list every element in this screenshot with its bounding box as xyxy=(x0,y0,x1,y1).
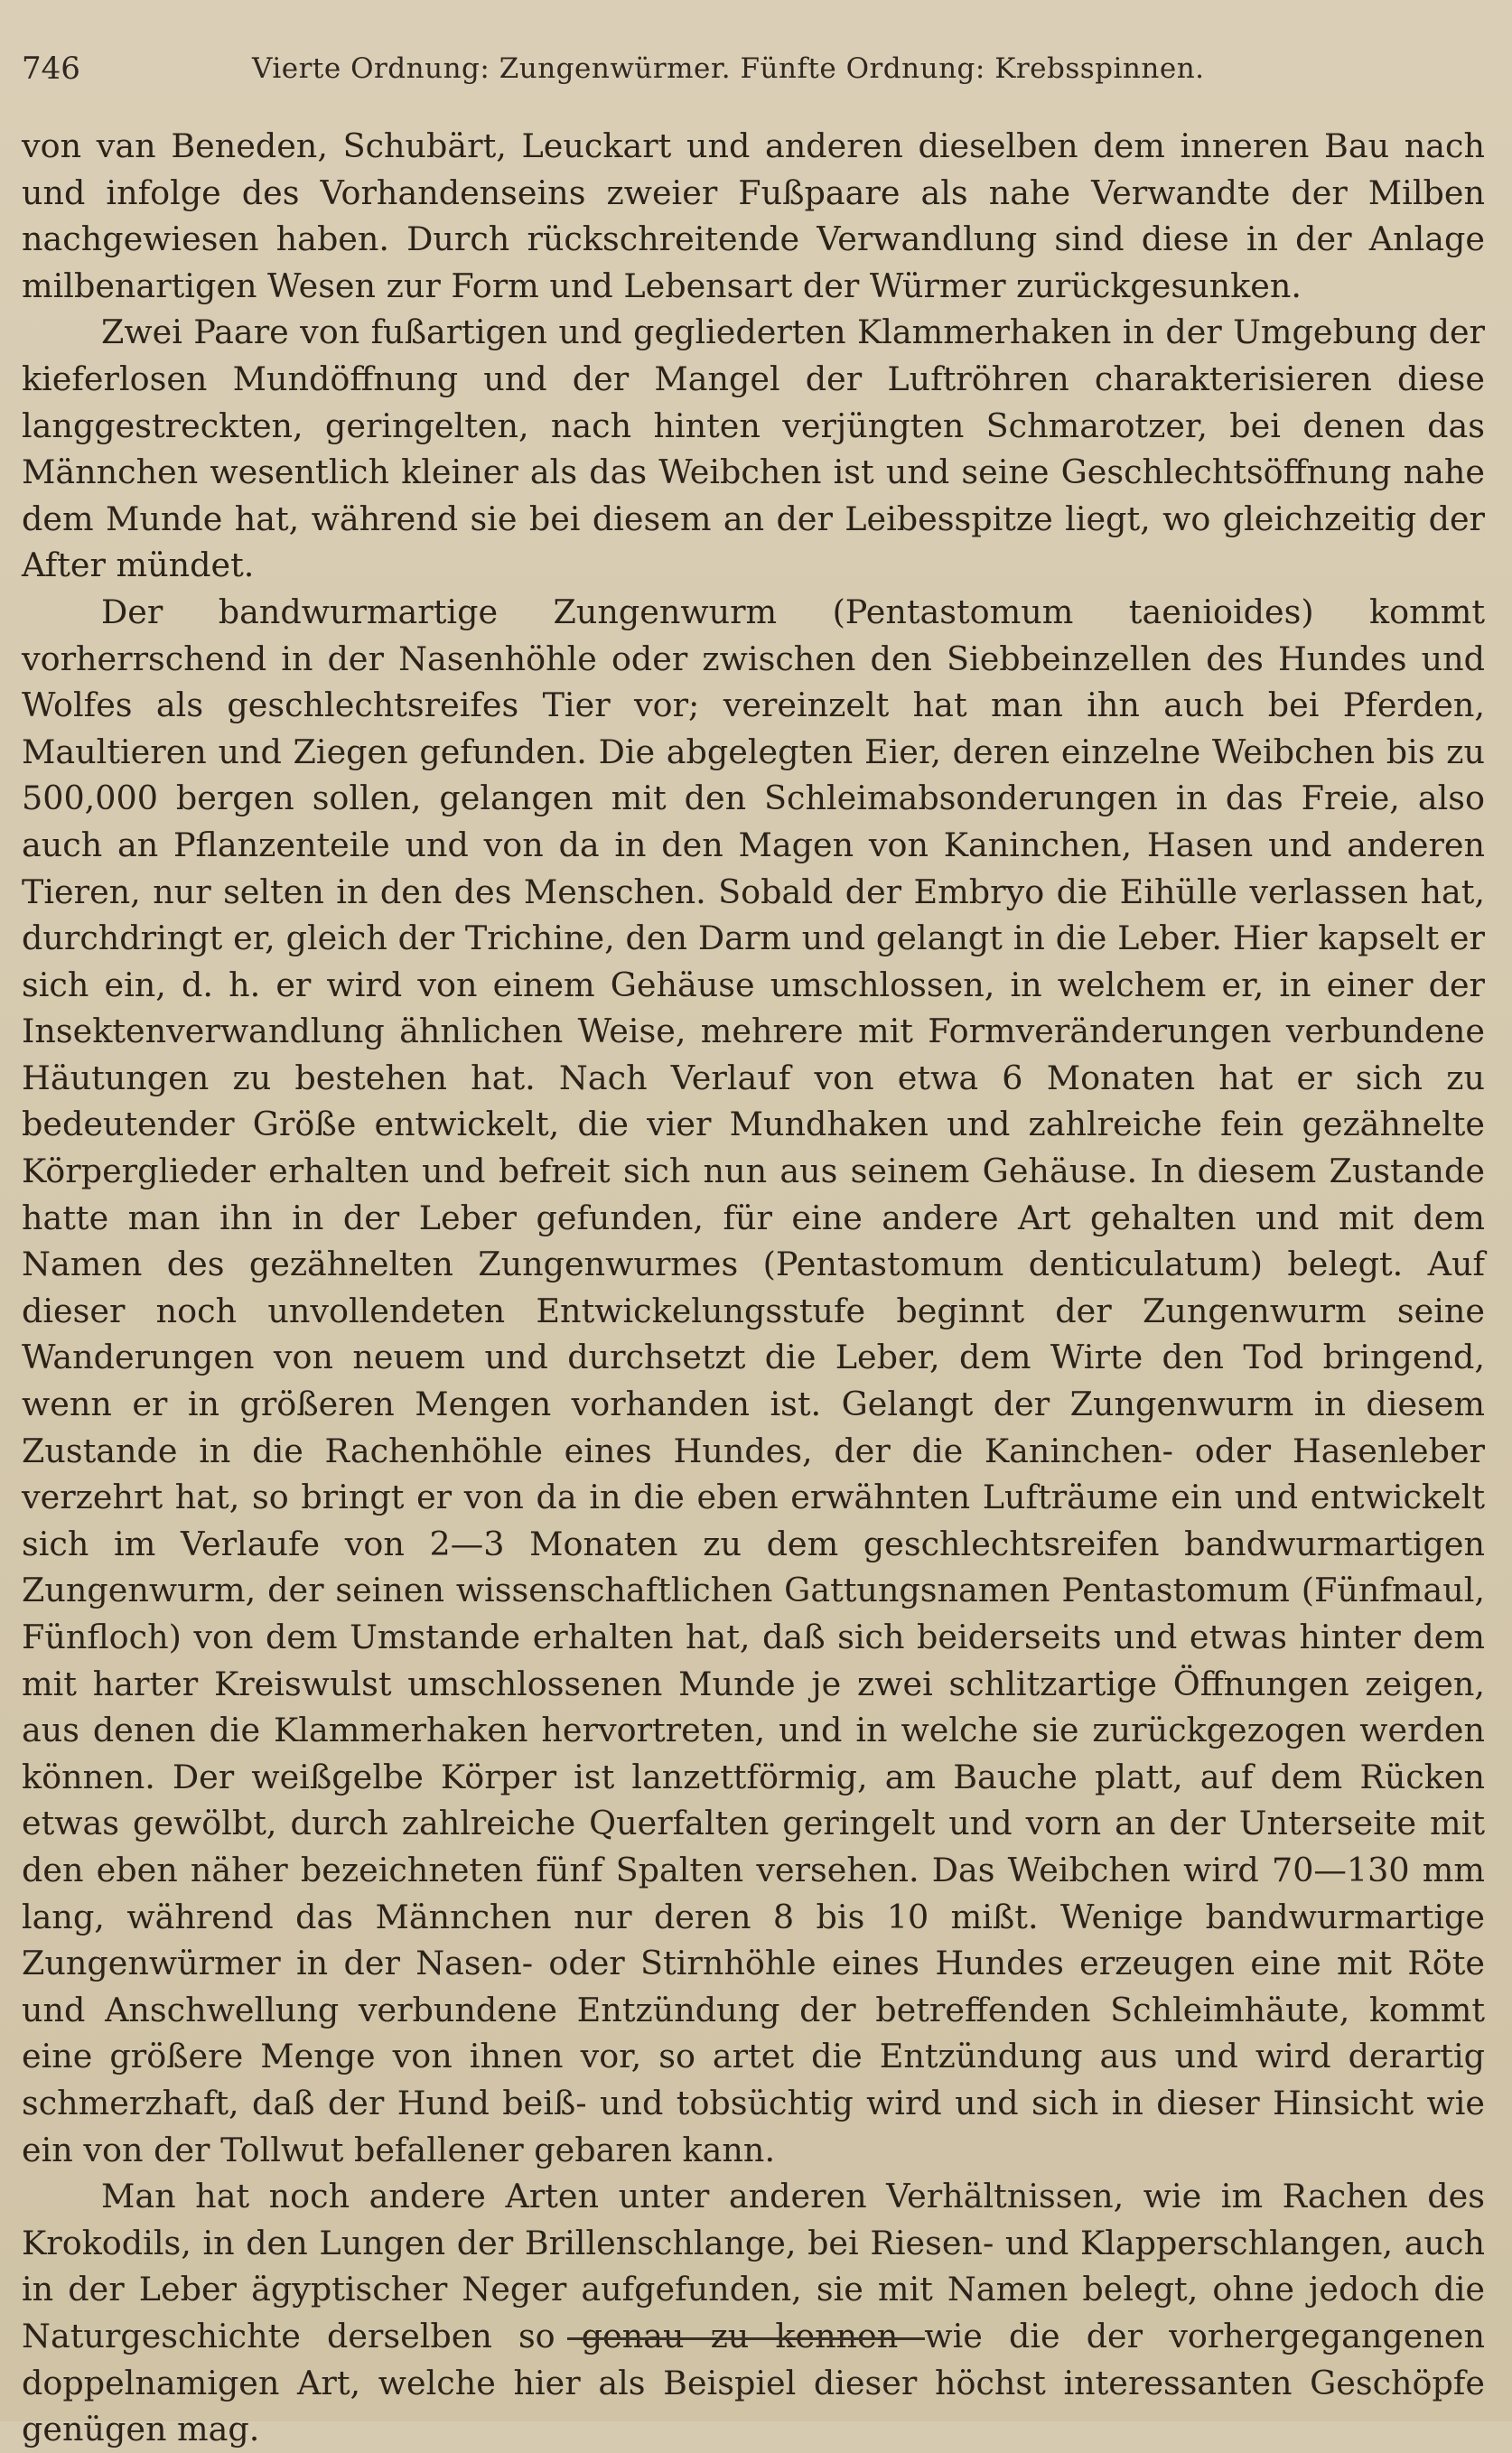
page-header xyxy=(22,43,1485,94)
section-end-rule xyxy=(567,2337,925,2340)
paragraph-andere-arten: Man hat noch andere Arten unter anderen Verhältnissen, wie im Rachen des Krokodils, in den Lungen der Brillenschlange, bei Riesen- und Klapperschlangen, auch in der Leber ägyptischer Neger aufgefunden, sie mit Namen belegt, ohne jedoch die Naturgeschichte derselben so genau zu kennen wie die der vorhergegangenen doppelnamigen Art, welche hier als Beispiel dieser höchst interessanten Geschöpfe genügen mag. xyxy=(22,2177,1485,2449)
page-number: 746 xyxy=(22,51,80,87)
paragraph-klammerhaken: Zwei Paare von fußartigen und gegliederten Klammerhaken in der Umgebung der kieferlosen Mundöffnung und der Mangel der Luftröhren charakterisieren diese langgestreckten, geringelten, nach hinten verjüngten Schmarotzer, bei denen das Männchen wesentlich kleiner als das Weibchen ist und seine Geschlechtsöffnung nahe dem Munde hat, während sie bei diesem an der Leibesspitze liegt, wo gleichzeitig der After mündet. xyxy=(22,312,1485,585)
body-text xyxy=(22,123,1485,2453)
paragraph-continuation: von van Beneden, Schubärt, Leuckart und anderen dieselben dem inneren Bau nach und infolge des Vorhandenseins zweier Fußpaare als nahe Verwandte der Milben nachgewiesen haben. Durch rückschreitende Verwandlung sind diese in der Anlage milbenartigen Wesen zur Form und Lebensart der Würmer zurückgesunken. xyxy=(22,126,1485,305)
running-head: Vierte Ordnung: Zungenwürmer. Fünfte Ordnung: Krebsspinnen. xyxy=(252,52,1205,85)
paragraph-bandwurmartiger-zungenwurm: Der bandwurmartige Zungenwurm (Pentastomum taenioides) kommt vorherrschend in der Nasenhöhle oder zwischen den Siebbeinzellen des Hundes und Wolfes als geschlechtsreifes Tier vor; vereinzelt hat man ihn auch bei Pferden, Maultieren und Ziegen gefunden. Die abgelegten Eier, deren einzelne Weibchen bis zu 500,000 bergen sollen, gelangen mit den Schleimabsonderungen in das Freie, also auch an Pflanzenteile und von da in den Magen von Kaninchen, Hasen und anderen Tieren, nur selten in den des Menschen. Sobald der Embryo die Eihülle verlassen hat, durchdringt er, gleich der Trichine, den Darm und gelangt in die Leber. Hier kapselt er sich ein, d. h. er wird von einem Gehäuse umschlossen, in welchem er, in einer der Insektenverwandlung ähnlichen Weise, mehrere mit Formveränderungen verbundene Häutungen zu bestehen hat. Nach Verlauf von etwa 6 Monaten hat er sich zu bedeutender Größe entwickelt, die vier Mundhaken und zahlreiche fein gezähnelte Körperglieder erhalten und befreit sich nun aus seinem Gehäuse. In diesem Zustande hatte man ihn in der Leber gefunden, für eine andere Art gehalten und mit dem Namen des gezähnelten Zungenwurmes (Pentastomum denticulatum) belegt. Auf dieser noch unvollendeten Entwickelungsstufe beginnt der Zungenwurm seine Wanderungen von neuem und durchsetzt die Leber, dem Wirte den Tod bringend, wenn er in größeren Mengen vorhanden ist. Gelangt der Zungenwurm in diesem Zustande in die Rachenhöhle eines Hundes, der die Kaninchen- oder Hasenleber verzehrt hat, so bringt er von da in die eben erwähnten Lufträume ein und entwickelt sich im Verlaufe von 2—3 Monaten zu dem geschlechtsreifen bandwurmartigen Zungenwurm, der seinen wissenschaftlichen Gattungsnamen Pentastomum (Fünfmaul, Fünfloch) von dem Umstande erhalten hat, daß sich beiderseits und etwas hinter dem mit harter Kreiswulst umschlossenen Munde je zwei schlitzartige Öffnungen zeigen, aus denen die Klammerhaken hervortreten, und in welche sie zurückgezogen werden können. Der weißgelbe Körper ist lanzettförmig, am Bauche platt, auf dem Rücken etwas gewölbt, durch zahlreiche Querfalten geringelt und vorn an der Unterseite mit den eben näher bezeichneten fünf Spalten versehen. Das Weibchen wird 70—130 mm lang, während das Männchen nur deren 8 bis 10 mißt. Wenige bandwurmartige Zungenwürmer in der Nasen- oder Stirnhöhle eines Hundes erzeugen eine mit Röte und Anschwellung verbundene Entzündung der betreffenden Schleimhäute, kommt eine größere Menge von ihnen vor, so artet die Entzündung aus und wird derartig schmerzhaft, daß der Hund beiß- und tobsüchtig wird und sich in dieser Hinsicht wie ein von der Tollwut befallener gebaren kann. xyxy=(22,592,1485,2169)
